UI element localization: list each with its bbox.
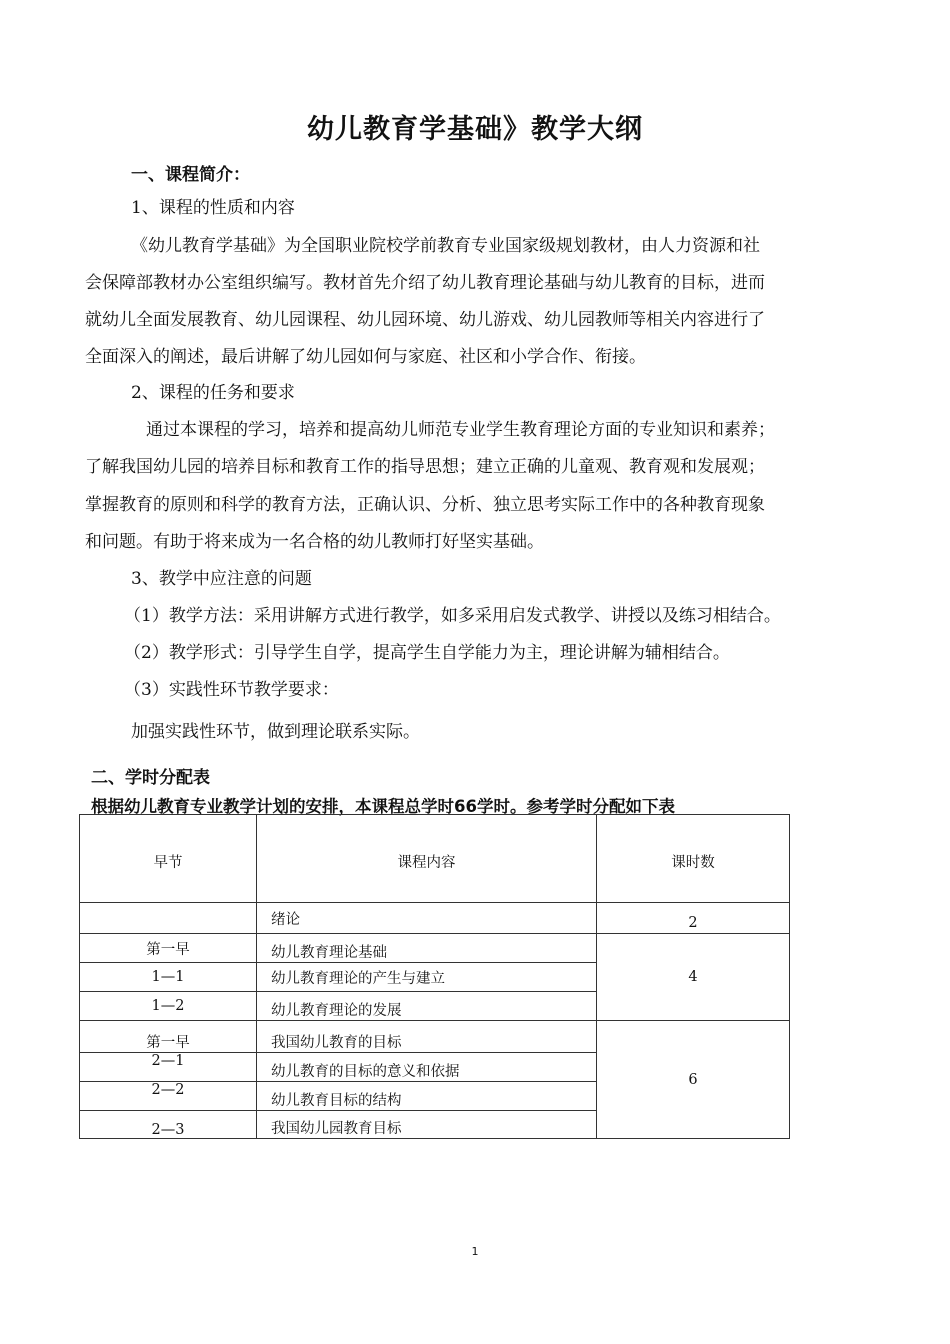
- teaching-item-3: （3）实践性环节教学要求：: [124, 680, 339, 700]
- hours-allocation-table: [79, 814, 790, 1139]
- paragraph-1-line-2: 会保障部教材办公室组织编写。教材首先介绍了幼儿教育理论基础与幼儿教育的目标，进而: [85, 273, 765, 293]
- chapter-cell: 2—1: [80, 1053, 257, 1082]
- table-row: [80, 903, 790, 934]
- chapter-cell: 1—2: [80, 992, 257, 1021]
- table-header-row: [80, 815, 790, 903]
- hours-cell: 4: [597, 934, 790, 1021]
- content-cell: 绪论: [257, 903, 597, 934]
- teaching-item-1: （1）教学方法：采用讲解方式进行教学，如多采用启发式教学、讲授以及练习相结合。: [124, 606, 781, 626]
- chapter-cell: [80, 903, 257, 934]
- paragraph-2-line-2: 了解我国幼儿园的培养目标和教育工作的指导思想；建立正确的儿童观、教育观和发展观；: [85, 457, 765, 477]
- section-2-heading: 二、学时分配表: [91, 768, 210, 788]
- table-row: [80, 934, 790, 963]
- chapter-cell: 2—2: [80, 1082, 257, 1111]
- table-intro: 根据幼儿教育专业教学计划的安排，本课程总学时66学时。参考学时分配如下表: [91, 797, 675, 816]
- hours-cell: 6: [597, 1021, 790, 1139]
- content-cell: 幼儿教育理论的发展: [257, 992, 597, 1021]
- paragraph-1-line-4: 全面深入的阐述，最后讲解了幼儿园如何与家庭、社区和小学合作、衔接。: [85, 347, 646, 367]
- chapter-cell: 第一早: [80, 1021, 257, 1053]
- chapter-cell: 第一早: [80, 934, 257, 963]
- chapter-cell: 1—1: [80, 963, 257, 992]
- subsection-3-heading: 3、教学中应注意的问题: [131, 569, 312, 589]
- content-cell: 幼儿教育目标的结构: [257, 1082, 597, 1111]
- paragraph-1-line-1: 《幼儿教育学基础》为全国职业院校学前教育专业国家级规划教材，由人力资源和社: [131, 236, 760, 256]
- paragraph-2-line-4: 和问题。有助于将来成为一名合格的幼儿教师打好坚实基础。: [85, 532, 544, 552]
- content-cell: 我国幼儿园教育目标: [257, 1111, 597, 1139]
- document-title: 幼儿教育学基础》教学大纲: [307, 114, 643, 145]
- subsection-2-heading: 2、课程的任务和要求: [131, 383, 295, 403]
- header-hours: 课时数: [597, 815, 790, 903]
- paragraph-2-line-3: 掌握教育的原则和科学的教育方法，正确认识、分析、独立思考实际工作中的各种教育现象: [85, 495, 765, 515]
- header-content: 课程内容: [257, 815, 597, 903]
- table-row: [80, 1021, 790, 1053]
- chapter-cell: 2—3: [80, 1111, 257, 1139]
- paragraph-2-line-1: 通过本课程的学习，培养和提高幼儿师范专业学生教育理论方面的专业知识和素养；: [146, 420, 775, 440]
- content-cell: 我国幼儿教育的目标: [257, 1021, 597, 1053]
- paragraph-1-line-3: 就幼儿全面发展教育、幼儿园课程、幼儿园环境、幼儿游戏、幼儿园教师等相关内容进行了: [85, 310, 765, 330]
- teaching-item-2: （2）教学形式：引导学生自学，提高学生自学能力为主，理论讲解为辅相结合。: [124, 643, 730, 663]
- header-chapter: 早节: [80, 815, 257, 903]
- hours-cell: 2: [597, 903, 790, 934]
- content-cell: 幼儿教育理论基础: [257, 934, 597, 963]
- section-1-heading: 一、课程简介：: [131, 165, 250, 185]
- practice-note: 加强实践性环节，做到理论联系实际。: [131, 722, 420, 742]
- content-cell: 幼儿教育理论的产生与建立: [257, 963, 597, 992]
- page-number: 1: [471, 1245, 479, 1258]
- content-cell: 幼儿教育的目标的意义和依据: [257, 1053, 597, 1082]
- subsection-1-heading: 1、课程的性质和内容: [131, 198, 295, 218]
